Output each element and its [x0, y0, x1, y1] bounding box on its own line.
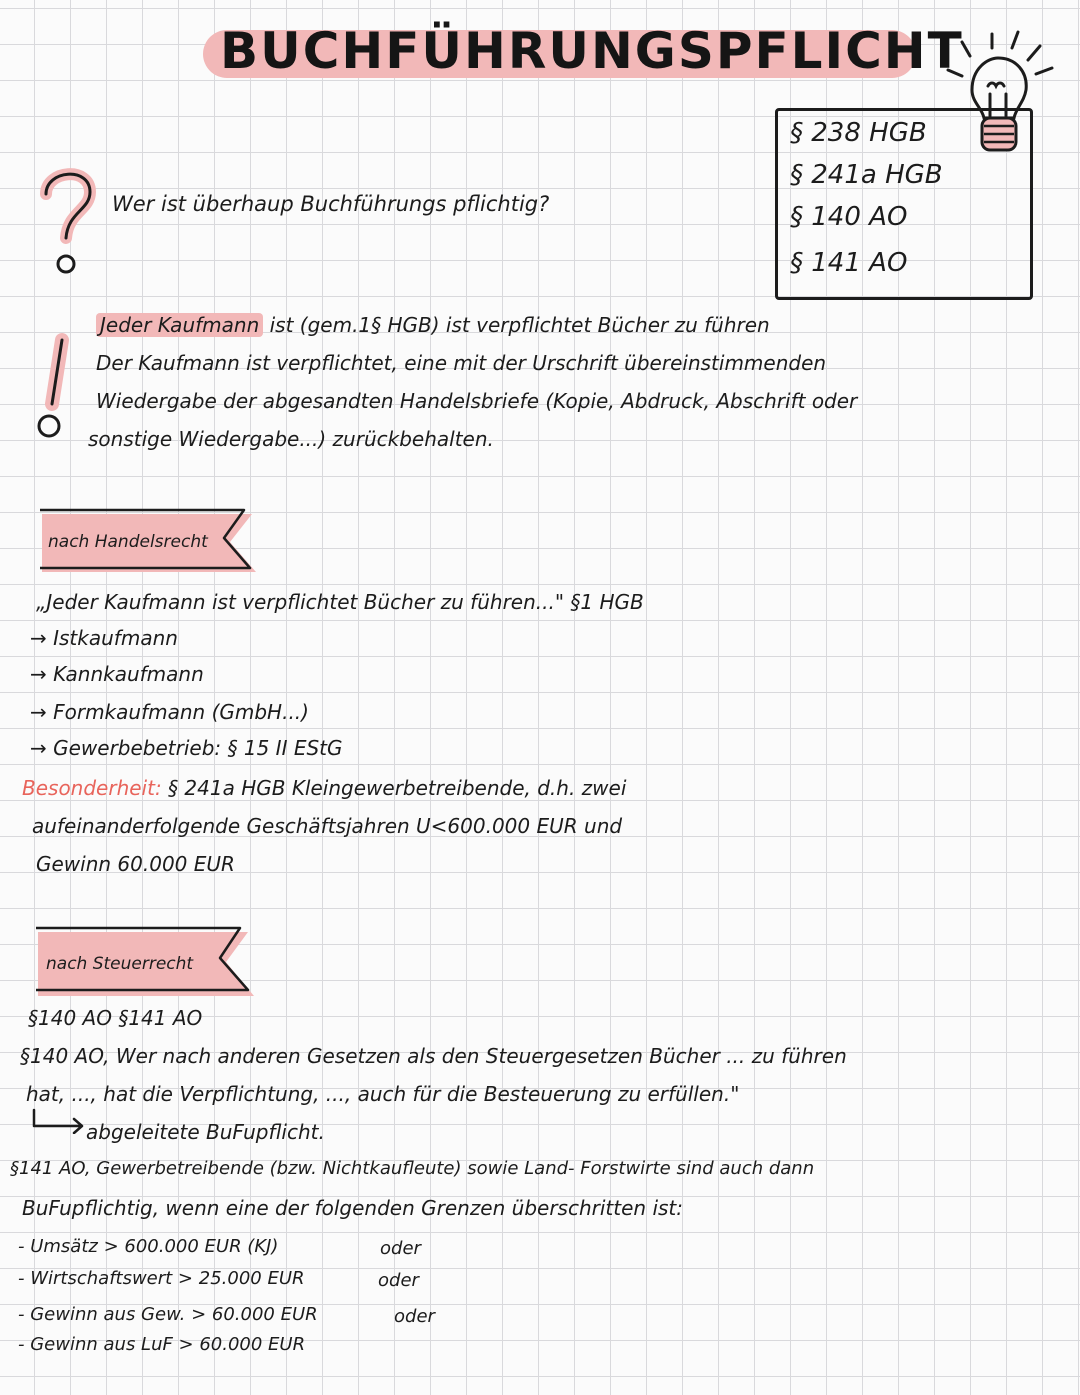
question-text: Wer ist überhaup Buchführungs pflichtig? [112, 192, 550, 216]
p140-line1: §140 AO, Wer nach anderen Gesetzen als den Steuergesetzen Bücher ... zu führen [20, 1044, 847, 1068]
answer-line3: Wiedergabe der abgesandten Handelsbriefe (Kopie, Abdruck, Abschrift oder [96, 389, 858, 413]
p141-line2: BuFupflichtig, wenn eine der folgenden Grenzen überschritten ist: [22, 1196, 683, 1220]
handelsrecht-banner-label: nach Handelsrecht [48, 532, 208, 552]
handelsrecht-item-gewerbebetrieb: → Gewerbebetrieb: § 15 II EStG [30, 736, 343, 760]
handelsrecht-item-kannkaufmann: → Kannkaufmann [30, 662, 204, 686]
limit-conj: oder [378, 1270, 419, 1291]
besonderheit-line2: aufeinanderfolgende Geschäftsjahren U<600.000 EUR und [32, 814, 623, 838]
law-ref-238-hgb: § 238 HGB [790, 118, 927, 148]
answer-highlight: Jeder Kaufmann [96, 313, 263, 337]
handelsrecht-quote: „Jeder Kaufmann ist verpflichtet Bücher zu führen..." §1 HGB [36, 590, 644, 614]
limit-text: Umsätz > 600.000 EUR (KJ) [30, 1236, 279, 1257]
answer-line2: Der Kaufmann ist verpflichtet, eine mit der Urschrift übereinstimmenden [96, 351, 827, 375]
answer-block [88, 306, 858, 458]
limit-text: Gewinn aus LuF > 60.000 EUR [30, 1334, 306, 1355]
law-ref-141-ao: § 141 AO [790, 248, 908, 278]
limit-conj: oder [380, 1238, 421, 1259]
exclamation-mark-icon [32, 330, 82, 450]
besonderheit-text: § 241a HGB Kleingewerbetreibende, d.h. zwei [161, 776, 627, 800]
arrow-icon [30, 1108, 90, 1134]
limit-row: - Umsätz > 600.000 EUR (KJ) [18, 1236, 279, 1257]
law-ref-241a-hgb: § 241a HGB [790, 160, 943, 190]
p140-line3: abgeleitete BuFupflicht. [86, 1120, 325, 1144]
limit-text: Gewinn aus Gew. > 60.000 EUR [30, 1304, 318, 1325]
limit-text: Wirtschaftswert > 25.000 EUR [30, 1268, 305, 1289]
besonderheit-label: Besonderheit: [22, 776, 162, 800]
question-mark-icon [38, 160, 98, 280]
handelsrecht-item-formkaufmann: → Formkaufmann (GmbH...) [30, 700, 309, 724]
p141-line1: §141 AO, Gewerbetreibende (bzw. Nichtkaufleute) sowie Land- Forstwirte sind auch dann [10, 1158, 815, 1179]
limit-conj: oder [394, 1306, 435, 1327]
handelsrecht-item-istkaufmann: → Istkaufmann [30, 626, 178, 650]
p140-line2: hat, ..., hat die Verpflichtung, ..., auch für die Besteuerung zu erfüllen." [26, 1082, 740, 1106]
page-title: BUCHFÜHRUNGSPFLICHT [220, 22, 964, 80]
besonderheit-line1 [22, 776, 626, 800]
limit-row: - Gewinn aus LuF > 60.000 EUR [18, 1334, 306, 1355]
limit-row: - Gewinn aus Gew. > 60.000 EUR [18, 1304, 318, 1325]
besonderheit-line3: Gewinn 60.000 EUR [36, 852, 235, 876]
steuerrecht-banner-label: nach Steuerrecht [46, 954, 194, 974]
law-ref-140-ao: § 140 AO [790, 202, 908, 232]
steuerrecht-refs: §140 AO §141 AO [28, 1006, 203, 1030]
limit-row: - Wirtschaftswert > 25.000 EUR [18, 1268, 305, 1289]
answer-line1: ist (gem.1§ HGB) ist verpflichtet Bücher zu führen [263, 313, 770, 337]
answer-line4: sonstige Wiedergabe...) zurückbehalten. [88, 427, 494, 451]
